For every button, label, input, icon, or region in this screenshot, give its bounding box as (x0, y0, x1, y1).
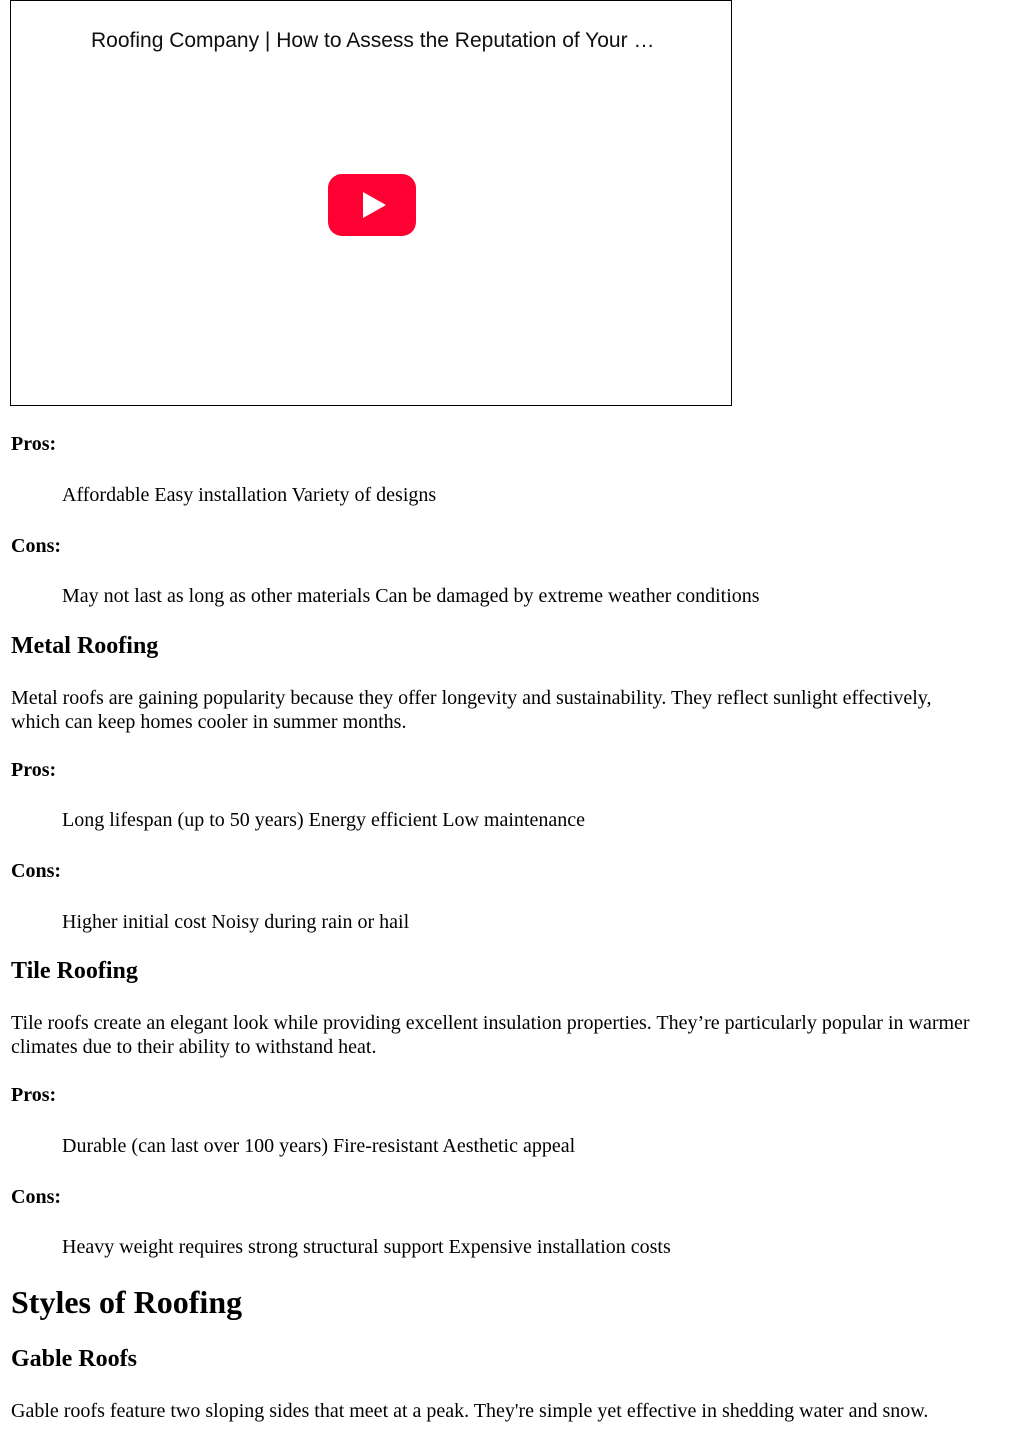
tile-cons-list: Heavy weight requires strong structural support Expensive installation costs (62, 1236, 671, 1258)
tile-description-line2: climates due to their ability to withstand heat. (11, 1036, 377, 1058)
metal-pros-list: Long lifespan (up to 50 years) Energy efficient Low maintenance (62, 809, 585, 831)
asphalt-cons-list: May not last as long as other materials Can be damaged by extreme weather conditions (62, 585, 760, 607)
metal-description-line2: which can keep homes cooler in summer months. (11, 711, 407, 733)
metal-pros-label: Pros: (11, 759, 57, 781)
metal-roofing-description (11, 686, 1011, 734)
tile-cons-label: Cons: (11, 1186, 62, 1208)
asphalt-pros-label: Pros: (11, 433, 57, 455)
tile-pros-list: Durable (can last over 100 years) Fire-resistant Aesthetic appeal (62, 1135, 576, 1157)
video-embed[interactable] (10, 0, 732, 406)
metal-cons-list: Higher initial cost Noisy during rain or hail (62, 911, 410, 933)
gable-roofs-heading: Gable Roofs (11, 1346, 137, 1372)
styles-of-roofing-heading: Styles of Roofing (11, 1284, 243, 1320)
metal-roofing-heading: Metal Roofing (11, 633, 159, 659)
metal-cons-label: Cons: (11, 860, 62, 882)
tile-roofing-description (11, 1011, 1011, 1059)
asphalt-pros-list: Affordable Easy installation Variety of designs (62, 484, 437, 506)
metal-description-line1: Metal roofs are gaining popularity because they offer longevity and sustainability. They reflect sunlight effectively, (11, 687, 932, 709)
tile-description-line1: Tile roofs create an elegant look while providing excellent insulation properties. They’re particularly popular in warmer (11, 1012, 970, 1034)
gable-roofs-description: Gable roofs feature two sloping sides that meet at a peak. They're simple yet effective in shedding water and snow. (11, 1400, 929, 1422)
asphalt-cons-label: Cons: (11, 535, 62, 557)
youtube-play-icon[interactable] (328, 174, 416, 236)
video-title[interactable]: Roofing Company | How to Assess the Reputation of Your … (91, 29, 655, 52)
tile-roofing-heading: Tile Roofing (11, 958, 138, 984)
tile-pros-label: Pros: (11, 1084, 57, 1106)
